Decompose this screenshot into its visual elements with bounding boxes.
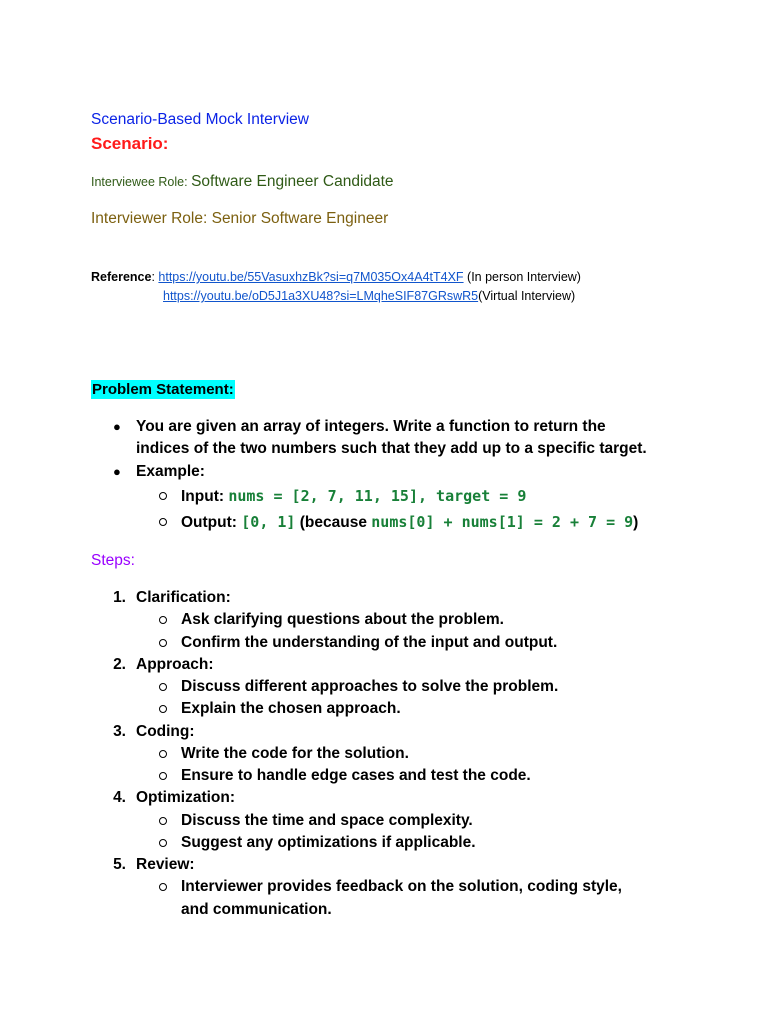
problem-bullet-2: Example: xyxy=(136,463,205,480)
hollow-bullet-icon xyxy=(159,616,167,624)
hollow-bullet-icon xyxy=(159,683,167,691)
interviewee-role-value: Software Engineer Candidate xyxy=(191,173,394,190)
step-title: Clarification: xyxy=(136,589,231,606)
hollow-bullet-icon xyxy=(159,639,167,647)
hollow-bullet-icon xyxy=(159,492,167,500)
interviewee-role-label: Interviewee Role: xyxy=(91,175,192,189)
problem-statement-heading: Problem Statement: xyxy=(92,381,234,398)
step-sub-item-continuation: and communication. xyxy=(181,901,332,918)
hollow-bullet-icon xyxy=(159,839,167,847)
bullet-icon: ● xyxy=(113,419,121,434)
step-number: 3. xyxy=(113,723,126,740)
reference-note-in-person: (In person Interview) xyxy=(463,270,581,284)
step-sub-item: Interviewer provides feedback on the solution, coding style, xyxy=(181,878,622,895)
step-number: 5. xyxy=(113,856,126,873)
step-title: Optimization: xyxy=(136,789,236,806)
step-sub-item: Write the code for the solution. xyxy=(181,745,409,762)
step-number: 1. xyxy=(113,589,126,606)
step-number: 4. xyxy=(113,789,126,806)
example-input xyxy=(181,486,526,507)
step-sub-item: Ensure to handle edge cases and test the code. xyxy=(181,767,531,784)
interviewee-role xyxy=(91,173,394,191)
example-output-label: Output: xyxy=(181,514,242,531)
example-because-code: nums[0] + nums[1] = 2 + 7 = 9 xyxy=(371,513,634,531)
example-output xyxy=(181,512,638,533)
reference-link-in-person[interactable]: https://youtu.be/55VasuxhzBk?si=q7M035Ox4A4tT4XF xyxy=(158,270,464,284)
example-because-open: (because xyxy=(295,514,372,531)
scenario-heading: Scenario: xyxy=(91,134,169,153)
reference-separator: : xyxy=(151,270,159,284)
hollow-bullet-icon xyxy=(159,817,167,825)
step-sub-item: Confirm the understanding of the input and output. xyxy=(181,634,558,651)
hollow-bullet-icon xyxy=(159,772,167,780)
step-sub-item: Discuss the time and space complexity. xyxy=(181,812,473,829)
example-output-code: [0, 1] xyxy=(241,513,296,531)
problem-bullet-1-line-1: You are given an array of integers. Write a function to return the xyxy=(136,418,606,435)
hollow-bullet-icon xyxy=(159,518,167,526)
step-sub-item: Suggest any optimizations if applicable. xyxy=(181,834,476,851)
example-because-close: ) xyxy=(633,514,639,531)
interviewer-role: Interviewer Role: Senior Software Engineer xyxy=(91,210,389,227)
step-sub-item: Explain the chosen approach. xyxy=(181,700,401,717)
step-sub-item: Discuss different approaches to solve the problem. xyxy=(181,678,559,695)
problem-bullet-1-line-2: indices of the two numbers such that they add up to a specific target. xyxy=(136,440,647,457)
example-input-code: nums = [2, 7, 11, 15], target = 9 xyxy=(228,487,527,505)
reference-note-virtual: (Virtual Interview) xyxy=(478,289,576,303)
hollow-bullet-icon xyxy=(159,705,167,713)
hollow-bullet-icon xyxy=(159,883,167,891)
bullet-icon: ● xyxy=(113,464,121,479)
step-sub-item: Ask clarifying questions about the problem. xyxy=(181,611,504,628)
example-input-label: Input: xyxy=(181,488,229,505)
step-title: Approach: xyxy=(136,656,214,673)
reference-line-2 xyxy=(163,289,575,303)
step-number: 2. xyxy=(113,656,126,673)
reference-link-virtual[interactable]: https://youtu.be/oD5J1a3XU48?si=LMqheSIF87GRswR5 xyxy=(163,289,479,303)
hollow-bullet-icon xyxy=(159,750,167,758)
step-title: Review: xyxy=(136,856,195,873)
document-title: Scenario-Based Mock Interview xyxy=(91,111,309,128)
reference-line-1 xyxy=(91,270,581,284)
reference-label: Reference xyxy=(91,270,152,284)
step-title: Coding: xyxy=(136,723,195,740)
steps-heading: Steps: xyxy=(91,552,135,569)
